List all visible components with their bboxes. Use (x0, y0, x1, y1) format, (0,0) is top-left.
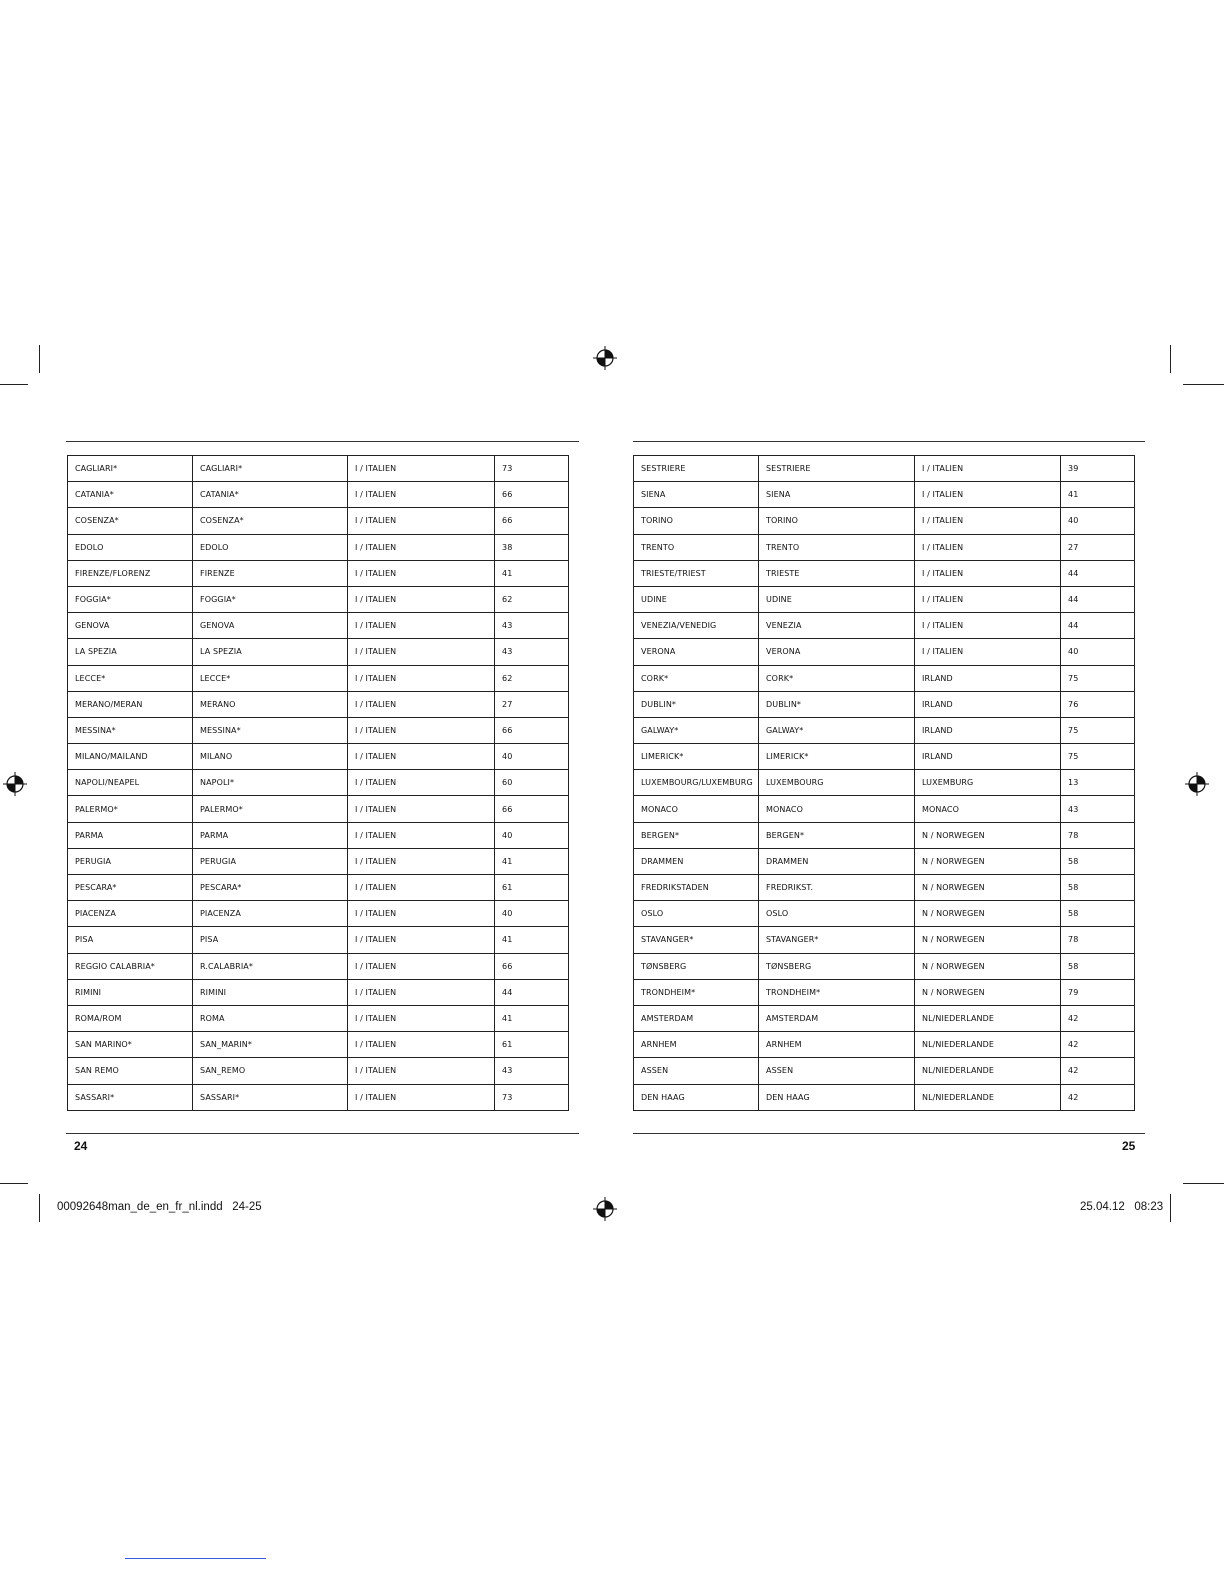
country-cell: I / ITALIEN (348, 586, 495, 612)
city-name-cell: MILANO/MAILAND (68, 744, 193, 770)
table-row (634, 534, 1135, 560)
table-row (68, 613, 569, 639)
display-name-cell: MESSINA* (193, 717, 348, 743)
city-name-cell: TRONDHEIM* (634, 979, 759, 1005)
city-name-cell: PERUGIA (68, 848, 193, 874)
code-cell: 40 (495, 744, 569, 770)
display-name-cell: TORINO (759, 508, 915, 534)
city-name-cell: LECCE* (68, 665, 193, 691)
city-name-cell: LUXEMBOURG/LUXEMBURG (634, 770, 759, 796)
left-page-bottom-rule (66, 1133, 579, 1134)
country-cell: I / ITALIEN (915, 639, 1061, 665)
table-row (68, 1058, 569, 1084)
table-row (634, 953, 1135, 979)
display-name-cell: VERONA (759, 639, 915, 665)
table-row (634, 822, 1135, 848)
city-name-cell: ARNHEM (634, 1032, 759, 1058)
table-row (634, 456, 1135, 482)
code-cell: 78 (1061, 822, 1135, 848)
display-name-cell: MILANO (193, 744, 348, 770)
code-cell: 73 (495, 1084, 569, 1110)
country-cell: N / NORWEGEN (915, 979, 1061, 1005)
display-name-cell: DUBLIN* (759, 691, 915, 717)
city-name-cell: VENEZIA/VENEDIG (634, 613, 759, 639)
table-row (68, 691, 569, 717)
city-name-cell: MONACO (634, 796, 759, 822)
city-name-cell: LIMERICK* (634, 744, 759, 770)
city-name-cell: TRENTO (634, 534, 759, 560)
city-name-cell: BERGEN* (634, 822, 759, 848)
city-name-cell: MERANO/MERAN (68, 691, 193, 717)
code-cell: 75 (1061, 717, 1135, 743)
code-cell: 44 (495, 979, 569, 1005)
slug-file-name: 00092648man_de_en_fr_nl.indd 24-25 (57, 1201, 262, 1213)
city-name-cell: RIMINI (68, 979, 193, 1005)
crop-mark-bottom-left-vertical (39, 1194, 40, 1222)
display-name-cell: PALERMO* (193, 796, 348, 822)
table-row (68, 456, 569, 482)
city-name-cell: DEN HAAG (634, 1084, 759, 1110)
country-cell: IRLAND (915, 691, 1061, 717)
country-cell: I / ITALIEN (348, 639, 495, 665)
table-row (68, 639, 569, 665)
country-cell: I / ITALIEN (348, 848, 495, 874)
crosshair-registration-icon (1185, 772, 1209, 796)
right-page-bottom-rule (633, 1133, 1145, 1134)
country-cell: I / ITALIEN (348, 1032, 495, 1058)
table-row (68, 1084, 569, 1110)
city-name-cell: TRIESTE/TRIEST (634, 560, 759, 586)
code-cell: 61 (495, 1032, 569, 1058)
country-cell: NL/NIEDERLANDE (915, 1032, 1061, 1058)
crop-mark-top-left-vertical (39, 345, 40, 373)
city-name-cell: SAN REMO (68, 1058, 193, 1084)
country-cell: NL/NIEDERLANDE (915, 1005, 1061, 1031)
table-row (68, 770, 569, 796)
display-name-cell: ROMA (193, 1005, 348, 1031)
table-row (68, 586, 569, 612)
country-cell: I / ITALIEN (348, 456, 495, 482)
country-cell: N / NORWEGEN (915, 875, 1061, 901)
code-cell: 78 (1061, 927, 1135, 953)
table-row (68, 927, 569, 953)
table-row (634, 1005, 1135, 1031)
code-cell: 73 (495, 456, 569, 482)
code-cell: 66 (495, 796, 569, 822)
table-row (634, 639, 1135, 665)
table-row (68, 796, 569, 822)
display-name-cell: DEN HAAG (759, 1084, 915, 1110)
display-name-cell: PISA (193, 927, 348, 953)
display-name-cell: PERUGIA (193, 848, 348, 874)
table-row (68, 744, 569, 770)
country-cell: I / ITALIEN (915, 482, 1061, 508)
code-cell: 43 (495, 613, 569, 639)
city-name-cell: STAVANGER* (634, 927, 759, 953)
city-name-cell: SAN MARINO* (68, 1032, 193, 1058)
display-name-cell: LA SPEZIA (193, 639, 348, 665)
page-number-right: 25 (1122, 1139, 1136, 1153)
code-cell: 38 (495, 534, 569, 560)
display-name-cell: PESCARA* (193, 875, 348, 901)
country-cell: I / ITALIEN (348, 744, 495, 770)
slug-timestamp: 25.04.12 08:23 (1080, 1201, 1164, 1213)
table-row (634, 613, 1135, 639)
city-name-cell: ROMA/ROM (68, 1005, 193, 1031)
city-name-cell: EDOLO (68, 534, 193, 560)
code-cell: 13 (1061, 770, 1135, 796)
country-cell: I / ITALIEN (915, 560, 1061, 586)
city-name-cell: TØNSBERG (634, 953, 759, 979)
city-name-cell: FREDRIKSTADEN (634, 875, 759, 901)
code-cell: 44 (1061, 586, 1135, 612)
country-cell: IRLAND (915, 717, 1061, 743)
table-row (634, 875, 1135, 901)
crosshair-registration-icon (3, 772, 27, 796)
table-row (634, 744, 1135, 770)
table-row (634, 717, 1135, 743)
display-name-cell: PIACENZA (193, 901, 348, 927)
code-cell: 58 (1061, 848, 1135, 874)
code-cell: 42 (1061, 1005, 1135, 1031)
code-cell: 42 (1061, 1058, 1135, 1084)
city-name-cell: SIENA (634, 482, 759, 508)
country-cell: IRLAND (915, 665, 1061, 691)
display-name-cell: TRONDHEIM* (759, 979, 915, 1005)
table-row (634, 665, 1135, 691)
display-name-cell: R.CALABRIA* (193, 953, 348, 979)
table-row (68, 717, 569, 743)
code-cell: 40 (1061, 508, 1135, 534)
table-row (634, 560, 1135, 586)
table-row (68, 534, 569, 560)
city-name-cell: NAPOLI/NEAPEL (68, 770, 193, 796)
code-cell: 61 (495, 875, 569, 901)
city-name-cell: FIRENZE/FLORENZ (68, 560, 193, 586)
display-name-cell: TRIESTE (759, 560, 915, 586)
code-cell: 66 (495, 482, 569, 508)
city-name-cell: AMSTERDAM (634, 1005, 759, 1031)
city-name-cell: DRAMMEN (634, 848, 759, 874)
country-cell: I / ITALIEN (915, 508, 1061, 534)
country-cell: I / ITALIEN (348, 534, 495, 560)
display-name-cell: ARNHEM (759, 1032, 915, 1058)
country-cell: I / ITALIEN (915, 586, 1061, 612)
table-row (68, 1032, 569, 1058)
code-cell: 79 (1061, 979, 1135, 1005)
city-name-cell: PALERMO* (68, 796, 193, 822)
code-cell: 58 (1061, 875, 1135, 901)
crop-mark-top-left-horizontal (0, 384, 28, 385)
country-cell: LUXEMBURG (915, 770, 1061, 796)
display-name-cell: CAGLIARI* (193, 456, 348, 482)
display-name-cell: BERGEN* (759, 822, 915, 848)
table-row (634, 979, 1135, 1005)
city-name-cell: SASSARI* (68, 1084, 193, 1110)
table-row (634, 848, 1135, 874)
country-cell: N / NORWEGEN (915, 901, 1061, 927)
bottom-blue-line (125, 1558, 266, 1559)
code-cell: 41 (495, 927, 569, 953)
table-row (634, 796, 1135, 822)
table-row (634, 901, 1135, 927)
code-cell: 62 (495, 665, 569, 691)
city-name-cell: SESTRIERE (634, 456, 759, 482)
table-row (68, 901, 569, 927)
table-row (634, 586, 1135, 612)
display-name-cell: FOGGIA* (193, 586, 348, 612)
right-page-top-rule (633, 441, 1145, 442)
country-cell: NL/NIEDERLANDE (915, 1084, 1061, 1110)
crosshair-registration-icon (593, 346, 617, 370)
code-cell: 76 (1061, 691, 1135, 717)
display-name-cell: SASSARI* (193, 1084, 348, 1110)
code-cell: 66 (495, 953, 569, 979)
display-name-cell: CATANIA* (193, 482, 348, 508)
code-cell: 60 (495, 770, 569, 796)
city-name-cell: COSENZA* (68, 508, 193, 534)
code-cell: 75 (1061, 665, 1135, 691)
country-cell: I / ITALIEN (348, 927, 495, 953)
page-number-left: 24 (74, 1139, 88, 1153)
table-row (68, 979, 569, 1005)
crop-mark-top-right-vertical (1170, 345, 1171, 373)
code-cell: 62 (495, 586, 569, 612)
code-cell: 27 (1061, 534, 1135, 560)
code-cell: 44 (1061, 560, 1135, 586)
display-name-cell: AMSTERDAM (759, 1005, 915, 1031)
table-row (68, 508, 569, 534)
code-cell: 40 (1061, 639, 1135, 665)
crop-mark-bottom-right-horizontal (1183, 1183, 1224, 1184)
code-cell: 41 (495, 848, 569, 874)
city-name-cell: PARMA (68, 822, 193, 848)
city-name-cell: CAGLIARI* (68, 456, 193, 482)
display-name-cell: PARMA (193, 822, 348, 848)
left-city-table (67, 455, 569, 1111)
country-cell: I / ITALIEN (348, 482, 495, 508)
table-row (68, 875, 569, 901)
code-cell: 42 (1061, 1084, 1135, 1110)
country-cell: I / ITALIEN (348, 979, 495, 1005)
code-cell: 43 (495, 1058, 569, 1084)
country-cell: NL/NIEDERLANDE (915, 1058, 1061, 1084)
country-cell: I / ITALIEN (348, 665, 495, 691)
code-cell: 27 (495, 691, 569, 717)
code-cell: 40 (495, 822, 569, 848)
country-cell: I / ITALIEN (348, 1005, 495, 1031)
table-row (634, 1032, 1135, 1058)
display-name-cell: LECCE* (193, 665, 348, 691)
city-name-cell: REGGIO CALABRIA* (68, 953, 193, 979)
city-name-cell: VERONA (634, 639, 759, 665)
city-name-cell: LA SPEZIA (68, 639, 193, 665)
table-row (634, 482, 1135, 508)
display-name-cell: GENOVA (193, 613, 348, 639)
crop-mark-bottom-left-horizontal (0, 1183, 28, 1184)
display-name-cell: LUXEMBOURG (759, 770, 915, 796)
code-cell: 41 (1061, 482, 1135, 508)
display-name-cell: OSLO (759, 901, 915, 927)
display-name-cell: NAPOLI* (193, 770, 348, 796)
code-cell: 58 (1061, 901, 1135, 927)
code-cell: 41 (495, 1005, 569, 1031)
table-row (634, 508, 1135, 534)
city-name-cell: CATANIA* (68, 482, 193, 508)
code-cell: 39 (1061, 456, 1135, 482)
display-name-cell: COSENZA* (193, 508, 348, 534)
country-cell: I / ITALIEN (348, 796, 495, 822)
code-cell: 75 (1061, 744, 1135, 770)
code-cell: 58 (1061, 953, 1135, 979)
code-cell: 41 (495, 560, 569, 586)
display-name-cell: CORK* (759, 665, 915, 691)
country-cell: N / NORWEGEN (915, 822, 1061, 848)
code-cell: 66 (495, 508, 569, 534)
city-name-cell: CORK* (634, 665, 759, 691)
table-row (634, 691, 1135, 717)
table-row (68, 1005, 569, 1031)
display-name-cell: RIMINI (193, 979, 348, 1005)
country-cell: N / NORWEGEN (915, 848, 1061, 874)
display-name-cell: UDINE (759, 586, 915, 612)
display-name-cell: SAN_MARIN* (193, 1032, 348, 1058)
crop-mark-bottom-right-vertical (1170, 1194, 1171, 1222)
display-name-cell: MERANO (193, 691, 348, 717)
city-name-cell: ASSEN (634, 1058, 759, 1084)
code-cell: 43 (1061, 796, 1135, 822)
city-name-cell: PESCARA* (68, 875, 193, 901)
country-cell: I / ITALIEN (348, 1084, 495, 1110)
country-cell: I / ITALIEN (915, 613, 1061, 639)
country-cell: I / ITALIEN (348, 770, 495, 796)
table-row (68, 848, 569, 874)
table-row (634, 770, 1135, 796)
display-name-cell: SAN_REMO (193, 1058, 348, 1084)
table-row (634, 1058, 1135, 1084)
country-cell: N / NORWEGEN (915, 953, 1061, 979)
right-city-table (633, 455, 1135, 1111)
display-name-cell: VENEZIA (759, 613, 915, 639)
table-row (68, 953, 569, 979)
country-cell: MONACO (915, 796, 1061, 822)
city-name-cell: GALWAY* (634, 717, 759, 743)
code-cell: 66 (495, 717, 569, 743)
country-cell: I / ITALIEN (915, 456, 1061, 482)
country-cell: I / ITALIEN (348, 875, 495, 901)
city-name-cell: MESSINA* (68, 717, 193, 743)
code-cell: 42 (1061, 1032, 1135, 1058)
table-row (68, 665, 569, 691)
city-name-cell: UDINE (634, 586, 759, 612)
table-row (634, 1084, 1135, 1110)
country-cell: I / ITALIEN (348, 560, 495, 586)
display-name-cell: SIENA (759, 482, 915, 508)
city-name-cell: TORINO (634, 508, 759, 534)
table-row (68, 482, 569, 508)
country-cell: I / ITALIEN (348, 822, 495, 848)
crop-mark-top-right-horizontal (1183, 384, 1224, 385)
country-cell: I / ITALIEN (348, 691, 495, 717)
display-name-cell: ASSEN (759, 1058, 915, 1084)
code-cell: 44 (1061, 613, 1135, 639)
city-name-cell: PIACENZA (68, 901, 193, 927)
display-name-cell: TØNSBERG (759, 953, 915, 979)
country-cell: I / ITALIEN (348, 508, 495, 534)
display-name-cell: FIRENZE (193, 560, 348, 586)
city-name-cell: OSLO (634, 901, 759, 927)
display-name-cell: STAVANGER* (759, 927, 915, 953)
code-cell: 43 (495, 639, 569, 665)
crosshair-registration-icon (593, 1197, 617, 1221)
display-name-cell: MONACO (759, 796, 915, 822)
city-name-cell: FOGGIA* (68, 586, 193, 612)
country-cell: N / NORWEGEN (915, 927, 1061, 953)
display-name-cell: TRENTO (759, 534, 915, 560)
display-name-cell: GALWAY* (759, 717, 915, 743)
country-cell: I / ITALIEN (915, 534, 1061, 560)
code-cell: 40 (495, 901, 569, 927)
display-name-cell: SESTRIERE (759, 456, 915, 482)
city-name-cell: DUBLIN* (634, 691, 759, 717)
display-name-cell: DRAMMEN (759, 848, 915, 874)
country-cell: I / ITALIEN (348, 1058, 495, 1084)
country-cell: IRLAND (915, 744, 1061, 770)
left-page-top-rule (66, 441, 579, 442)
table-row (68, 560, 569, 586)
city-name-cell: PISA (68, 927, 193, 953)
country-cell: I / ITALIEN (348, 953, 495, 979)
display-name-cell: EDOLO (193, 534, 348, 560)
display-name-cell: FREDRIKST. (759, 875, 915, 901)
display-name-cell: LIMERICK* (759, 744, 915, 770)
country-cell: I / ITALIEN (348, 613, 495, 639)
table-row (634, 927, 1135, 953)
country-cell: I / ITALIEN (348, 717, 495, 743)
table-row (68, 822, 569, 848)
city-name-cell: GENOVA (68, 613, 193, 639)
country-cell: I / ITALIEN (348, 901, 495, 927)
